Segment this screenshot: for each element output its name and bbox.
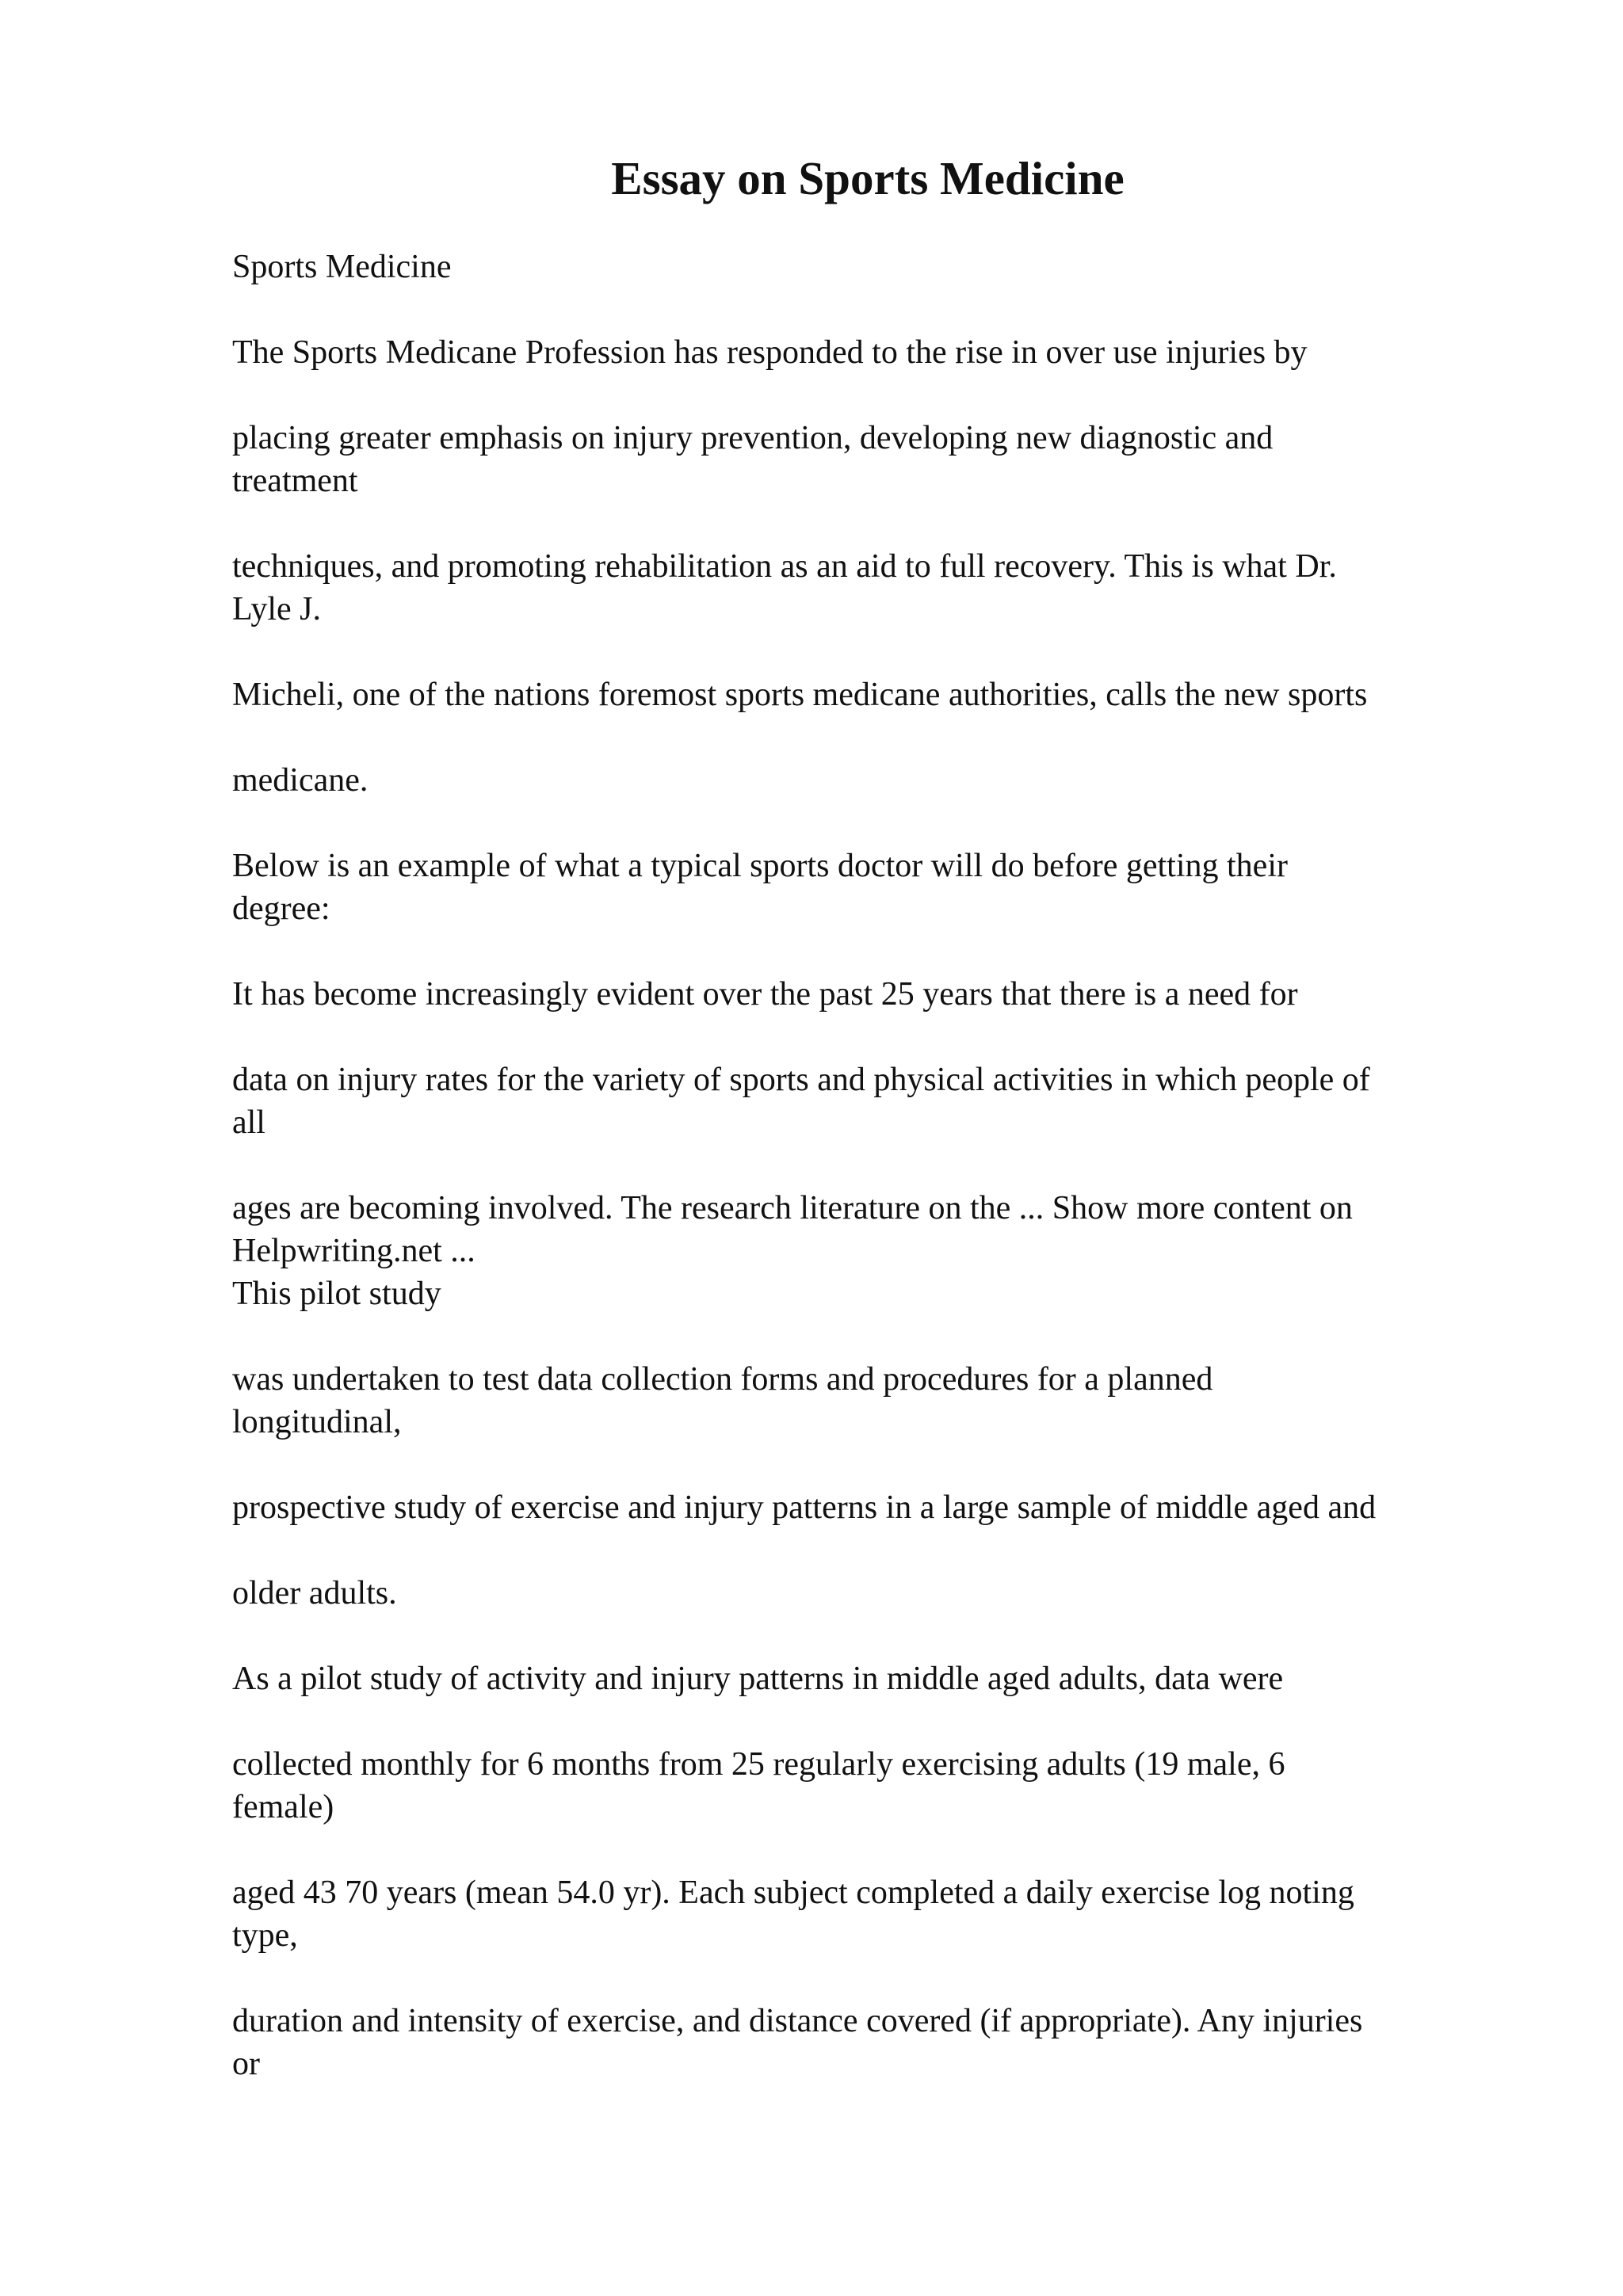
- paragraph-7: Below is an example of what a typical sports doctor will do before getting their degree:: [232, 848, 1288, 927]
- paragraph-1: Sports Medicine: [232, 249, 452, 285]
- paragraph-2: The Sports Medicane Profession has responded to the rise in over use injuries by: [232, 334, 1308, 371]
- paragraph-10: ages are becoming involved. The research literature on the ... Show more content on Helpwriting.net ...: [232, 1190, 1353, 1269]
- page-title: Essay on Sports Medicine: [611, 152, 1125, 204]
- paragraph-18: duration and intensity of exercise, and distance covered (if appropriate). Any injuries or: [232, 2003, 1363, 2082]
- paragraph-16: collected monthly for 6 months from 25 regularly exercising adults (19 male, 6 female): [232, 1746, 1285, 1825]
- document-body: [232, 246, 1532, 2128]
- paragraph-12: was undertaken to test data collection forms and procedures for a planned longitudinal,: [232, 1361, 1213, 1440]
- paragraph-3: placing greater emphasis on injury prevention, developing new diagnostic and treatment: [232, 420, 1274, 499]
- paragraph-13: prospective study of exercise and injury patterns in a large sample of middle aged and: [232, 1489, 1377, 1526]
- paragraph-4: techniques, and promoting rehabilitation as an aid to full recovery. This is what Dr. Lyle J.: [232, 548, 1337, 627]
- paragraph-9: data on injury rates for the variety of sports and physical activities in which people of all: [232, 1062, 1370, 1141]
- paragraph-14: older adults.: [232, 1575, 397, 1611]
- paragraph-8: It has become increasingly evident over the past 25 years that there is a need for: [232, 976, 1298, 1013]
- paragraph-6: medicane.: [232, 762, 369, 799]
- paragraph-5: Micheli, one of the nations foremost sports medicane authorities, calls the new sports: [232, 677, 1368, 713]
- paragraph-11: This pilot study: [232, 1276, 441, 1312]
- paragraph-17: aged 43 70 years (mean 54.0 yr). Each subject completed a daily exercise log noting type,: [232, 1875, 1354, 1954]
- paragraph-15: As a pilot study of activity and injury patterns in middle aged adults, data were: [232, 1661, 1284, 1697]
